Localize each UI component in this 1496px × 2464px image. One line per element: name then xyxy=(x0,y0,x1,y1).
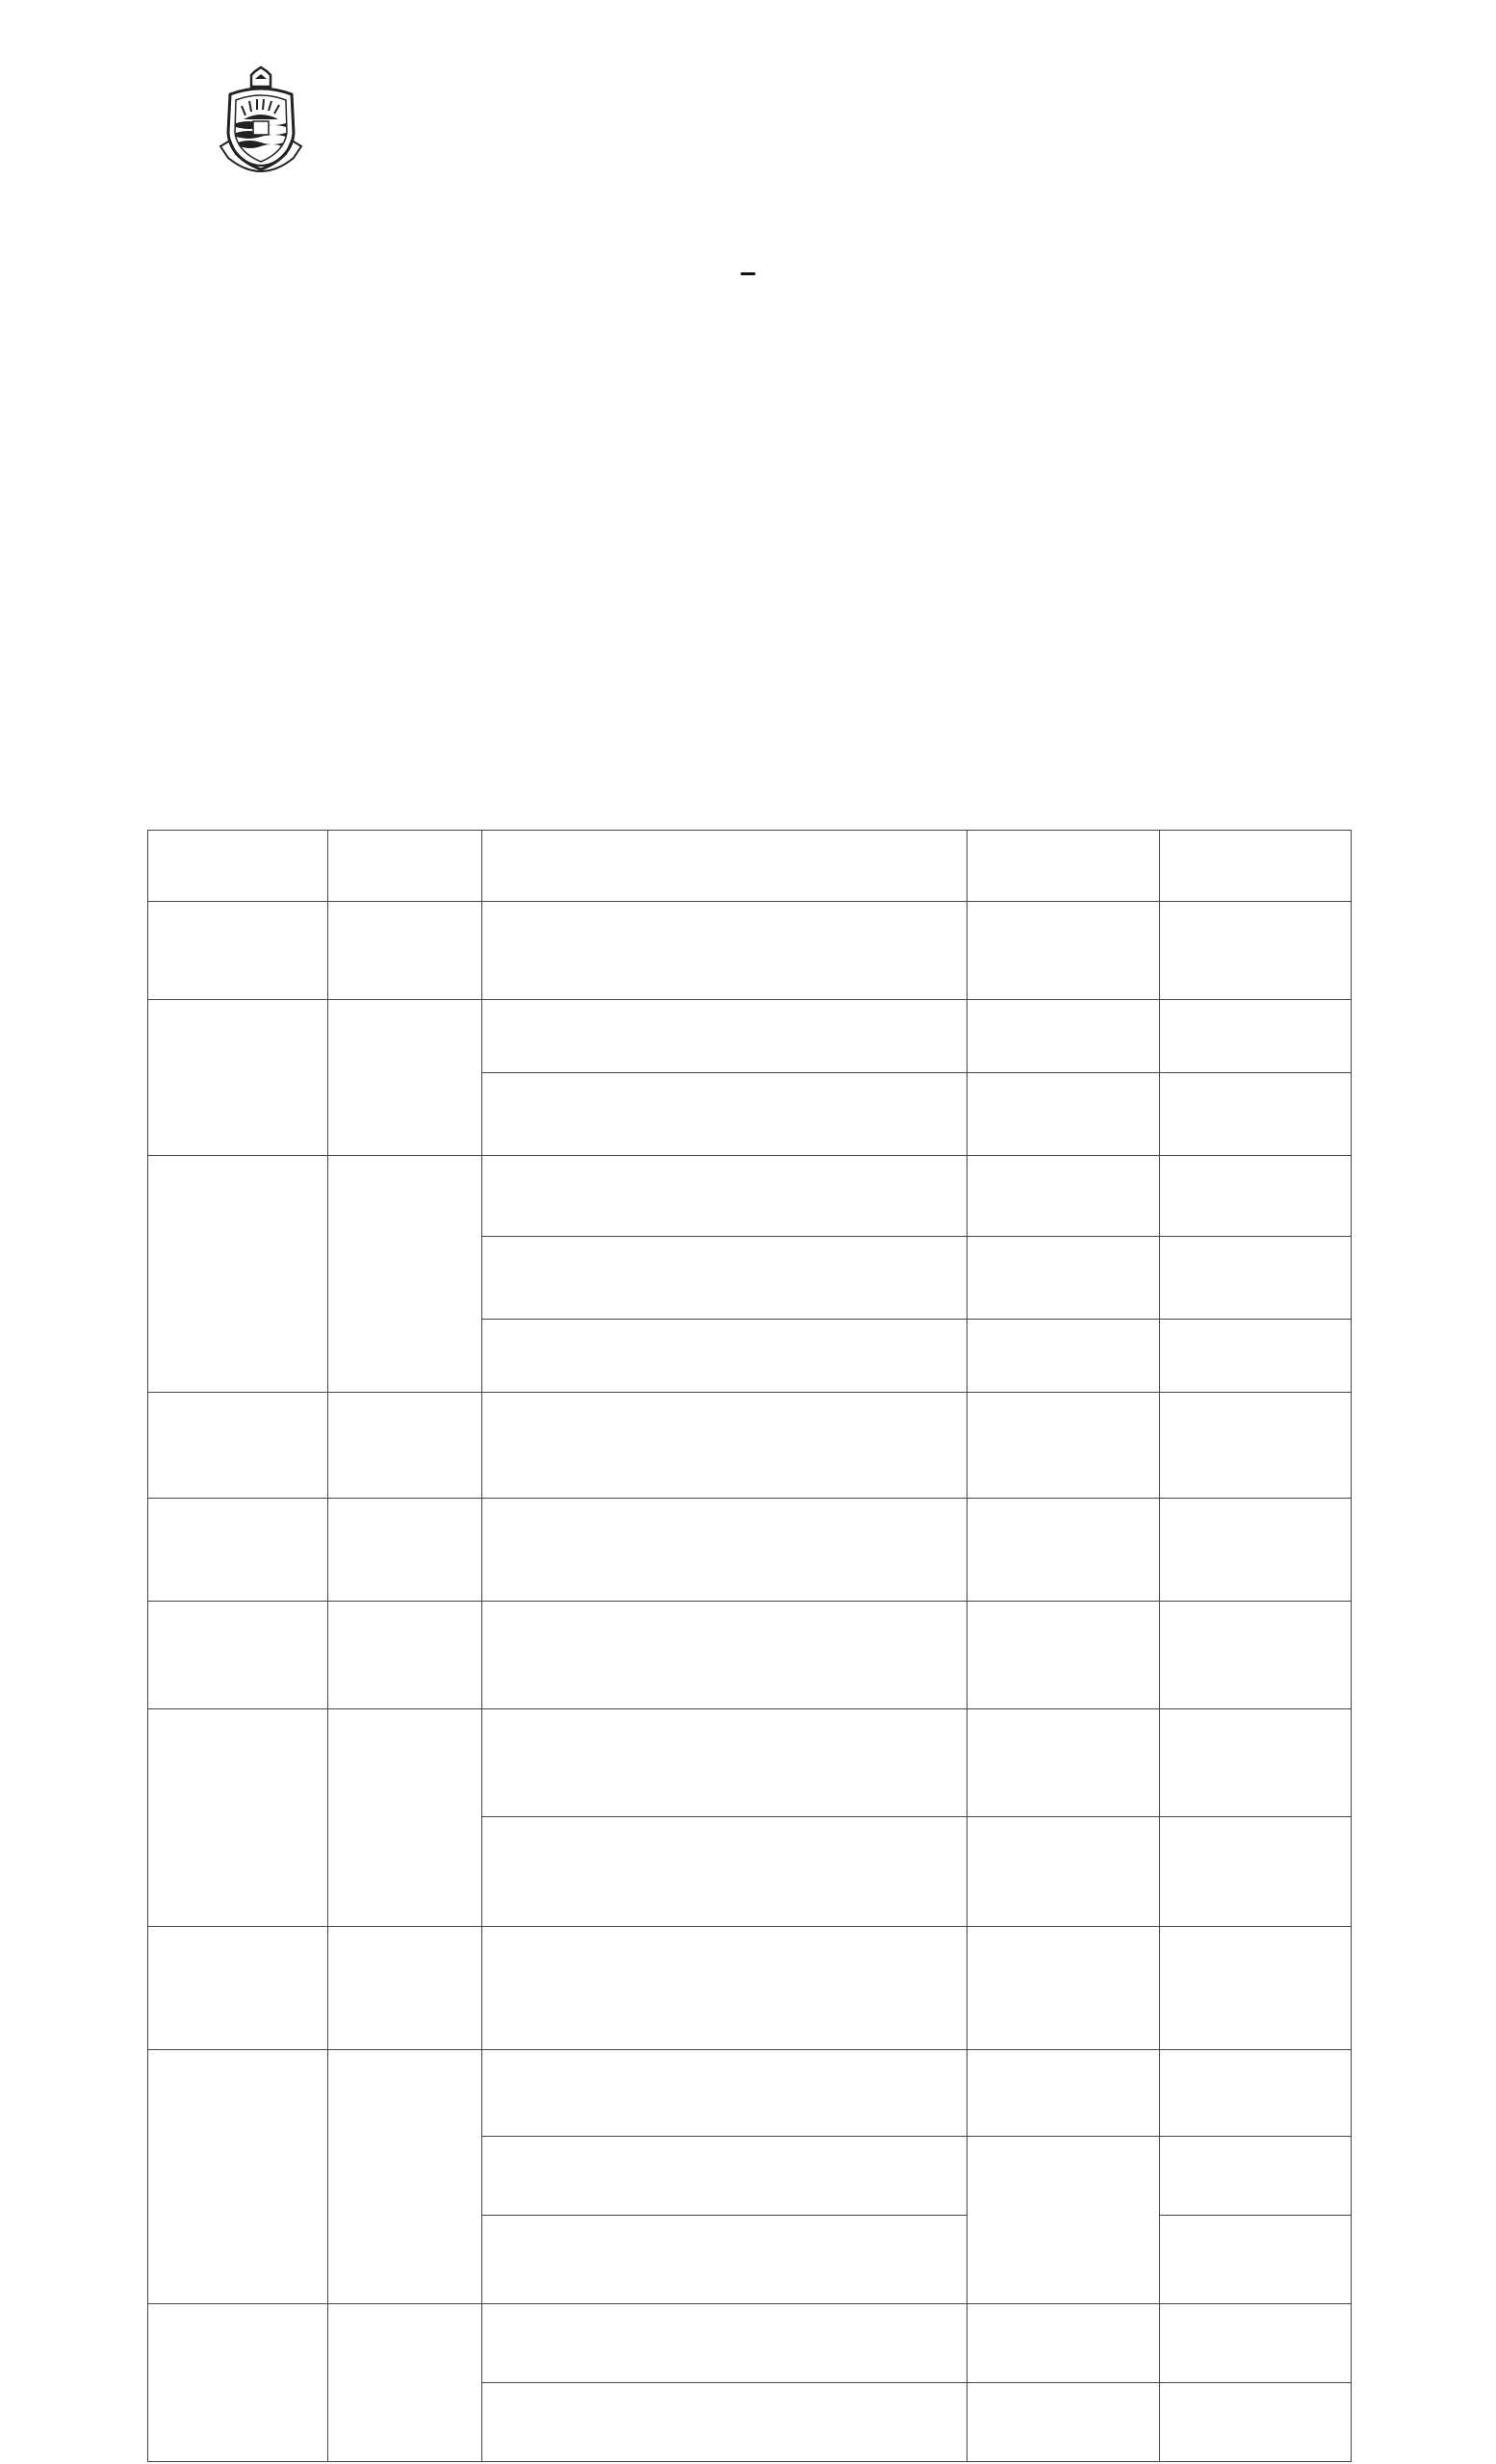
header-lk xyxy=(1160,831,1352,902)
table-row xyxy=(148,1393,1352,1499)
header-date xyxy=(148,831,328,902)
table-row xyxy=(148,1602,1352,1709)
header-subjects xyxy=(482,831,967,902)
header-paper xyxy=(967,831,1160,902)
header-day xyxy=(328,831,482,902)
table-row xyxy=(148,1499,1352,1602)
table-row xyxy=(148,902,1352,1000)
table-row xyxy=(148,1000,1352,1073)
notification-number xyxy=(0,245,1496,278)
table-row xyxy=(148,1156,1352,1237)
table-header-row xyxy=(148,831,1352,902)
notification-number-value xyxy=(741,245,756,277)
university-crest-icon xyxy=(217,65,305,179)
table-row xyxy=(148,1927,1352,2050)
table-row xyxy=(148,1709,1352,1817)
optional-merged-cell xyxy=(967,2137,1160,2304)
written-exam-table xyxy=(147,830,1352,2462)
table-row xyxy=(148,2304,1352,2383)
table-row xyxy=(148,2050,1352,2137)
